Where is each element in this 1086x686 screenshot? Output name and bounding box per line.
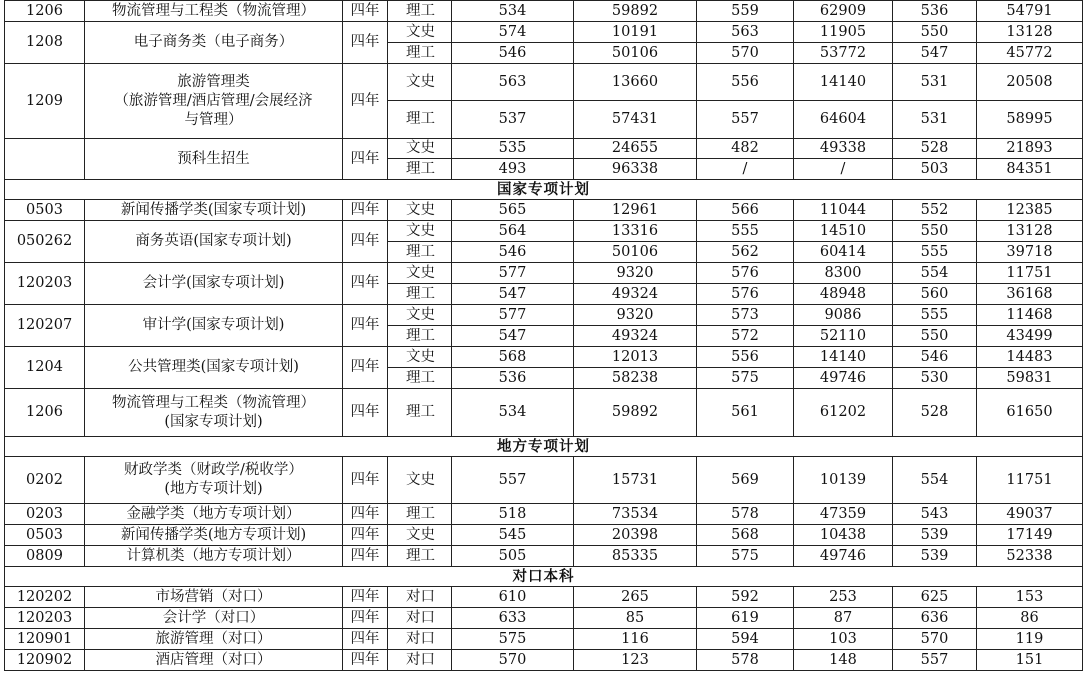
table-row (5, 546, 1083, 567)
major-name-line: 物流管理与工程类（物流管理） (112, 394, 315, 411)
score-cell: 528 (893, 139, 977, 159)
study-years: 四年 (343, 608, 388, 629)
major-code: 120901 (5, 629, 85, 650)
score-cell: 556 (697, 347, 794, 368)
score-cell: 577 (452, 263, 574, 284)
score-cell: 546 (452, 43, 574, 64)
rank-cell: 13128 (977, 22, 1083, 43)
rank-cell: 58238 (574, 368, 697, 389)
rank-cell: 20508 (977, 64, 1083, 101)
score-cell: 568 (452, 347, 574, 368)
rank-cell: 153 (977, 587, 1083, 608)
rank-cell: / (794, 159, 893, 180)
study-years: 四年 (343, 504, 388, 525)
category: 理工 (388, 1, 452, 22)
major-name-line: 财政学类（财政学/税收学） (124, 462, 303, 478)
major-code (5, 139, 85, 180)
rank-cell: 53772 (794, 43, 893, 64)
major-name: 酒店管理（对口） (85, 650, 343, 671)
score-cell: 592 (697, 587, 794, 608)
rank-cell: 59831 (977, 368, 1083, 389)
rank-cell: 13128 (977, 221, 1083, 242)
category: 理工 (388, 43, 452, 64)
rank-cell: 9320 (574, 305, 697, 326)
rank-cell: 10139 (794, 457, 893, 504)
score-cell: 554 (893, 263, 977, 284)
score-cell: 570 (697, 43, 794, 64)
rank-cell: 49746 (794, 546, 893, 567)
category: 文史 (388, 64, 452, 101)
score-cell: 547 (893, 43, 977, 64)
study-years: 四年 (343, 389, 388, 437)
rank-cell: 59892 (574, 389, 697, 437)
table-row (5, 22, 1083, 43)
rank-cell: 64604 (794, 101, 893, 139)
major-name-line: (地方专项计划) (164, 481, 263, 497)
table-row (5, 650, 1083, 671)
rank-cell: 24655 (574, 139, 697, 159)
major-code: 1206 (5, 1, 85, 22)
table-row (5, 305, 1083, 326)
study-years: 四年 (343, 629, 388, 650)
rank-cell: 47359 (794, 504, 893, 525)
major-name: 新闻传播学类(国家专项计划) (85, 200, 343, 221)
category: 理工 (388, 326, 452, 347)
rank-cell: 58995 (977, 101, 1083, 139)
rank-cell: 48948 (794, 284, 893, 305)
category: 文史 (388, 221, 452, 242)
major-name: 市场营销（对口） (85, 587, 343, 608)
category: 文史 (388, 263, 452, 284)
major-code: 1208 (5, 22, 85, 64)
major-code: 1204 (5, 347, 85, 389)
score-cell: 546 (893, 347, 977, 368)
rank-cell: 17149 (977, 525, 1083, 546)
score-cell: 565 (452, 200, 574, 221)
major-code: 0809 (5, 546, 85, 567)
score-cell: 534 (452, 1, 574, 22)
table-row (5, 587, 1083, 608)
score-cell: 546 (452, 242, 574, 263)
score-cell: 528 (893, 389, 977, 437)
major-name (85, 389, 343, 437)
category: 对口 (388, 629, 452, 650)
category: 理工 (388, 368, 452, 389)
study-years: 四年 (343, 263, 388, 305)
rank-cell: 148 (794, 650, 893, 671)
score-cell: 636 (893, 608, 977, 629)
score-cell: 633 (452, 608, 574, 629)
category: 文史 (388, 200, 452, 221)
score-cell: 561 (697, 389, 794, 437)
major-code: 120902 (5, 650, 85, 671)
score-cell: 550 (893, 326, 977, 347)
rank-cell: 11905 (794, 22, 893, 43)
score-cell: 578 (697, 650, 794, 671)
table-row (5, 200, 1083, 221)
score-cell: 555 (697, 221, 794, 242)
rank-cell: 265 (574, 587, 697, 608)
major-name: 审计学(国家专项计划) (85, 305, 343, 347)
score-cell: 575 (697, 546, 794, 567)
rank-cell: 61650 (977, 389, 1083, 437)
major-name: 新闻传播学类(地方专项计划) (85, 525, 343, 546)
rank-cell: 13660 (574, 64, 697, 101)
major-name: 计算机类（地方专项计划） (85, 546, 343, 567)
major-name: 旅游管理（对口） (85, 629, 343, 650)
rank-cell: 11468 (977, 305, 1083, 326)
table-row (5, 263, 1083, 284)
score-cell: 550 (893, 221, 977, 242)
score-cell: 568 (697, 525, 794, 546)
rank-cell: 14140 (794, 64, 893, 101)
table-row (5, 64, 1083, 101)
study-years: 四年 (343, 546, 388, 567)
study-years: 四年 (343, 650, 388, 671)
score-cell: 625 (893, 587, 977, 608)
category: 文史 (388, 457, 452, 504)
study-years: 四年 (343, 525, 388, 546)
major-code: 1206 (5, 389, 85, 437)
score-cell: 547 (452, 326, 574, 347)
score-cell: 557 (893, 650, 977, 671)
rank-cell: 15731 (574, 457, 697, 504)
rank-cell: 49324 (574, 284, 697, 305)
table-row (5, 457, 1083, 504)
rank-cell: 13316 (574, 221, 697, 242)
study-years: 四年 (343, 221, 388, 263)
rank-cell: 20398 (574, 525, 697, 546)
score-cell: 576 (697, 263, 794, 284)
score-cell: 560 (893, 284, 977, 305)
study-years: 四年 (343, 347, 388, 389)
category: 文史 (388, 305, 452, 326)
section-row (5, 437, 1083, 457)
score-cell: 530 (893, 368, 977, 389)
rank-cell: 57431 (574, 101, 697, 139)
score-cell: 534 (452, 389, 574, 437)
major-name-line: (国家专项计划) (164, 413, 263, 430)
rank-cell: 96338 (574, 159, 697, 180)
score-cell: 539 (893, 525, 977, 546)
major-code: 120207 (5, 305, 85, 347)
score-cell: 557 (452, 457, 574, 504)
score-cell: 569 (697, 457, 794, 504)
rank-cell: 14140 (794, 347, 893, 368)
rank-cell: 59892 (574, 1, 697, 22)
major-code: 050262 (5, 221, 85, 263)
category: 理工 (388, 284, 452, 305)
rank-cell: 49746 (794, 368, 893, 389)
major-code: 120203 (5, 608, 85, 629)
rank-cell: 11044 (794, 200, 893, 221)
score-cell: 557 (697, 101, 794, 139)
rank-cell: 54791 (977, 1, 1083, 22)
major-name: 物流管理与工程类（物流管理） (85, 1, 343, 22)
score-cell: 575 (452, 629, 574, 650)
score-cell: 556 (697, 64, 794, 101)
score-cell: 505 (452, 546, 574, 567)
rank-cell: 49338 (794, 139, 893, 159)
major-name: 公共管理类(国家专项计划) (85, 347, 343, 389)
rank-cell: 9086 (794, 305, 893, 326)
rank-cell: 12013 (574, 347, 697, 368)
category: 理工 (388, 546, 452, 567)
score-cell: 564 (452, 221, 574, 242)
rank-cell: 87 (794, 608, 893, 629)
rank-cell: 85 (574, 608, 697, 629)
score-cell: 531 (893, 64, 977, 101)
major-name: 预科生招生 (85, 139, 343, 180)
study-years: 四年 (343, 139, 388, 180)
rank-cell: 14510 (794, 221, 893, 242)
section-title-counterpart: 对口本科 (5, 567, 1083, 587)
major-code: 0202 (5, 457, 85, 504)
rank-cell: 151 (977, 650, 1083, 671)
rank-cell: 116 (574, 629, 697, 650)
major-code: 0503 (5, 525, 85, 546)
table-row (5, 389, 1083, 437)
category: 理工 (388, 159, 452, 180)
score-cell: 537 (452, 101, 574, 139)
score-cell: 578 (697, 504, 794, 525)
rank-cell: 43499 (977, 326, 1083, 347)
category: 对口 (388, 587, 452, 608)
table-row (5, 221, 1083, 242)
score-cell: 482 (697, 139, 794, 159)
rank-cell: 84351 (977, 159, 1083, 180)
score-cell: 559 (697, 1, 794, 22)
rank-cell: 12385 (977, 200, 1083, 221)
category: 文史 (388, 139, 452, 159)
major-name: 商务英语(国家专项计划) (85, 221, 343, 263)
rank-cell: 39718 (977, 242, 1083, 263)
rank-cell: 52110 (794, 326, 893, 347)
score-cell: 572 (697, 326, 794, 347)
study-years: 四年 (343, 587, 388, 608)
rank-cell: 50106 (574, 43, 697, 64)
score-cell: 563 (697, 22, 794, 43)
rank-cell: 119 (977, 629, 1083, 650)
score-cell: 566 (697, 200, 794, 221)
score-cell: 577 (452, 305, 574, 326)
table-row (5, 139, 1083, 159)
score-cell: 552 (893, 200, 977, 221)
rank-cell: 49324 (574, 326, 697, 347)
score-cell: 562 (697, 242, 794, 263)
major-name (85, 64, 343, 139)
rank-cell: 45772 (977, 43, 1083, 64)
major-code: 0203 (5, 504, 85, 525)
score-cell: 573 (697, 305, 794, 326)
score-cell: 536 (452, 368, 574, 389)
score-cell: 576 (697, 284, 794, 305)
rank-cell: 8300 (794, 263, 893, 284)
study-years: 四年 (343, 200, 388, 221)
table-row (5, 347, 1083, 368)
score-cell: 547 (452, 284, 574, 305)
category: 对口 (388, 608, 452, 629)
rank-cell: 21893 (977, 139, 1083, 159)
study-years: 四年 (343, 305, 388, 347)
major-name: 会计学（对口） (85, 608, 343, 629)
category: 理工 (388, 101, 452, 139)
score-cell: 570 (452, 650, 574, 671)
study-years: 四年 (343, 457, 388, 504)
rank-cell: 10438 (794, 525, 893, 546)
section-title-local: 地方专项计划 (5, 437, 1083, 457)
score-cell: 536 (893, 1, 977, 22)
rank-cell: 86 (977, 608, 1083, 629)
major-name: 金融学类（地方专项计划） (85, 504, 343, 525)
score-cell: 563 (452, 64, 574, 101)
score-cell: 531 (893, 101, 977, 139)
rank-cell: 49037 (977, 504, 1083, 525)
score-cell: 594 (697, 629, 794, 650)
major-name-line: 旅游管理类 (177, 73, 250, 90)
rank-cell: 50106 (574, 242, 697, 263)
admission-scores-table (4, 0, 1083, 671)
score-cell: 575 (697, 368, 794, 389)
rank-cell: 85335 (574, 546, 697, 567)
score-cell: 518 (452, 504, 574, 525)
major-code: 120202 (5, 587, 85, 608)
rank-cell: 60414 (794, 242, 893, 263)
score-cell: 554 (893, 457, 977, 504)
score-cell: 539 (893, 546, 977, 567)
major-name: 会计学(国家专项计划) (85, 263, 343, 305)
rank-cell: 36168 (977, 284, 1083, 305)
section-row (5, 180, 1083, 200)
score-cell: 543 (893, 504, 977, 525)
rank-cell: 123 (574, 650, 697, 671)
rank-cell: 11751 (977, 457, 1083, 504)
rank-cell: 253 (794, 587, 893, 608)
category: 文史 (388, 22, 452, 43)
score-cell: 574 (452, 22, 574, 43)
category: 理工 (388, 242, 452, 263)
score-cell: 619 (697, 608, 794, 629)
score-cell: / (697, 159, 794, 180)
major-name-line: 与管理） (184, 111, 243, 128)
table-row (5, 608, 1083, 629)
table-row (5, 504, 1083, 525)
rank-cell: 9320 (574, 263, 697, 284)
score-cell: 550 (893, 22, 977, 43)
section-title-national: 国家专项计划 (5, 180, 1083, 200)
category: 理工 (388, 504, 452, 525)
major-code: 1209 (5, 64, 85, 139)
score-cell: 555 (893, 242, 977, 263)
rank-cell: 12961 (574, 200, 697, 221)
score-cell: 503 (893, 159, 977, 180)
rank-cell: 11751 (977, 263, 1083, 284)
major-name-line: （旅游管理/酒店管理/会展经济 (114, 92, 313, 109)
score-cell: 610 (452, 587, 574, 608)
major-code: 120203 (5, 263, 85, 305)
score-cell: 555 (893, 305, 977, 326)
rank-cell: 103 (794, 629, 893, 650)
table-row (5, 1, 1083, 22)
score-cell: 493 (452, 159, 574, 180)
score-cell: 535 (452, 139, 574, 159)
section-row (5, 567, 1083, 587)
study-years: 四年 (343, 64, 388, 139)
category: 文史 (388, 525, 452, 546)
rank-cell: 52338 (977, 546, 1083, 567)
score-cell: 545 (452, 525, 574, 546)
category: 文史 (388, 347, 452, 368)
category: 对口 (388, 650, 452, 671)
rank-cell: 73534 (574, 504, 697, 525)
score-cell: 570 (893, 629, 977, 650)
table-row (5, 629, 1083, 650)
rank-cell: 62909 (794, 1, 893, 22)
study-years: 四年 (343, 22, 388, 64)
study-years: 四年 (343, 1, 388, 22)
category: 理工 (388, 389, 452, 437)
table-row (5, 525, 1083, 546)
major-name (85, 457, 343, 504)
rank-cell: 14483 (977, 347, 1083, 368)
rank-cell: 61202 (794, 389, 893, 437)
major-code: 0503 (5, 200, 85, 221)
rank-cell: 10191 (574, 22, 697, 43)
major-name: 电子商务类（电子商务） (85, 22, 343, 64)
